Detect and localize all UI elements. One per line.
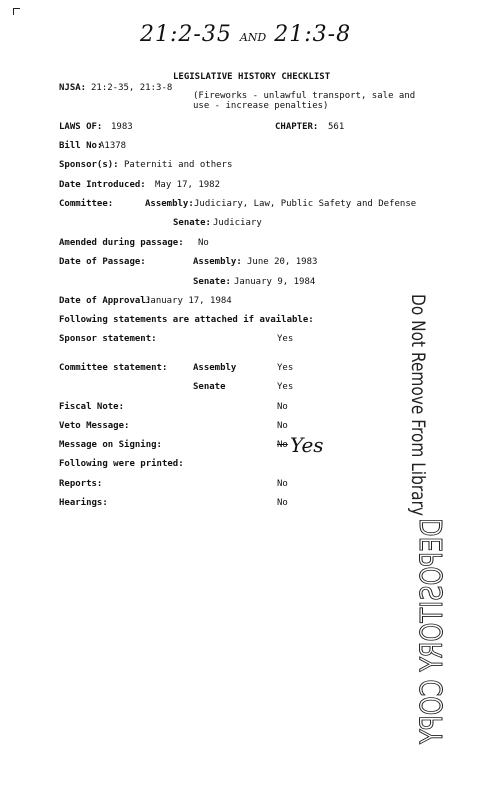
passage-label: Date of Passage:: [59, 257, 146, 267]
sponsors-label: Sponsor(s):: [59, 160, 119, 170]
printed-heading: Following were printed:: [59, 459, 184, 469]
depository-copy-stamp: [400, 290, 480, 799]
passage-assembly-label: Assembly:: [193, 257, 242, 267]
hearings-label: Hearings:: [59, 498, 108, 508]
chapter-value: 561: [328, 122, 345, 132]
corner-mark: [13, 8, 20, 15]
committee-statement-senate-value: Yes: [277, 382, 294, 392]
date-introduced-value: May 17, 1982: [155, 180, 221, 190]
date-introduced-label: Date Introduced:: [59, 180, 146, 190]
passage-senate-label: Senate:: [193, 277, 231, 287]
handwritten-statute-reference: 21:2-35 AND 21:3-8: [140, 22, 352, 47]
approval-value: January 17, 1984: [145, 296, 232, 306]
committee-senate-value: Judiciary: [213, 218, 262, 228]
reports-value: No: [277, 479, 288, 489]
fiscal-note-value: No: [277, 402, 288, 412]
committee-statement-assembly-label: Assembly: [193, 363, 237, 373]
passage-senate-value: January 9, 1984: [234, 277, 316, 287]
page-title: LEGISLATIVE HISTORY CHECKLIST: [173, 72, 331, 82]
fiscal-note-label: Fiscal Note:: [59, 402, 125, 412]
committee-statement-senate-label: Senate: [193, 382, 226, 392]
committee-statement-assembly-value: Yes: [277, 363, 294, 373]
laws-of-value: 1983: [111, 122, 133, 132]
description-line-1: (Fireworks - unlawful transport, sale and: [193, 91, 416, 101]
amended-label: Amended during passage:: [59, 238, 184, 248]
stamp-line-solid: Do Not Remove From Library: [407, 294, 429, 569]
sponsor-statement-label: Sponsor statement:: [59, 334, 157, 344]
committee-statement-label: Committee statement:: [59, 363, 168, 373]
committee-senate-label: Senate:: [173, 218, 211, 228]
committee-assembly-label: Assembly:: [145, 199, 194, 209]
committee-label: Committee:: [59, 199, 114, 209]
signing-message-value-struck: No: [277, 440, 288, 450]
laws-of-label: LAWS OF:: [59, 122, 103, 132]
reports-label: Reports:: [59, 479, 103, 489]
signing-message-handwritten-yes: Yes: [290, 433, 324, 457]
committee-assembly-value: Judiciary, Law, Public Safety and Defense: [194, 199, 417, 209]
description-line-2: use - increase penalties): [193, 101, 329, 111]
bill-no-label: Bill No:: [59, 141, 103, 151]
veto-message-label: Veto Message:: [59, 421, 130, 431]
veto-message-value: No: [277, 421, 288, 431]
stamp-line-outline: DEPOSITORY COPY: [415, 518, 450, 799]
approval-label: Date of Approval:: [59, 296, 152, 306]
bill-no-value: A1378: [99, 141, 127, 151]
sponsors-value: Paterniti and others: [124, 160, 233, 170]
signing-message-label: Message on Signing:: [59, 440, 162, 450]
hearings-value: No: [277, 498, 288, 508]
njsa-value: 21:2-35, 21:3-8: [91, 83, 173, 93]
passage-assembly-value: June 20, 1983: [247, 257, 318, 267]
sponsor-statement-value: Yes: [277, 334, 294, 344]
amended-value: No: [198, 238, 209, 248]
njsa-label: NJSA:: [59, 83, 87, 93]
chapter-label: CHAPTER:: [275, 122, 319, 132]
attached-heading: Following statements are attached if available:: [59, 315, 314, 325]
